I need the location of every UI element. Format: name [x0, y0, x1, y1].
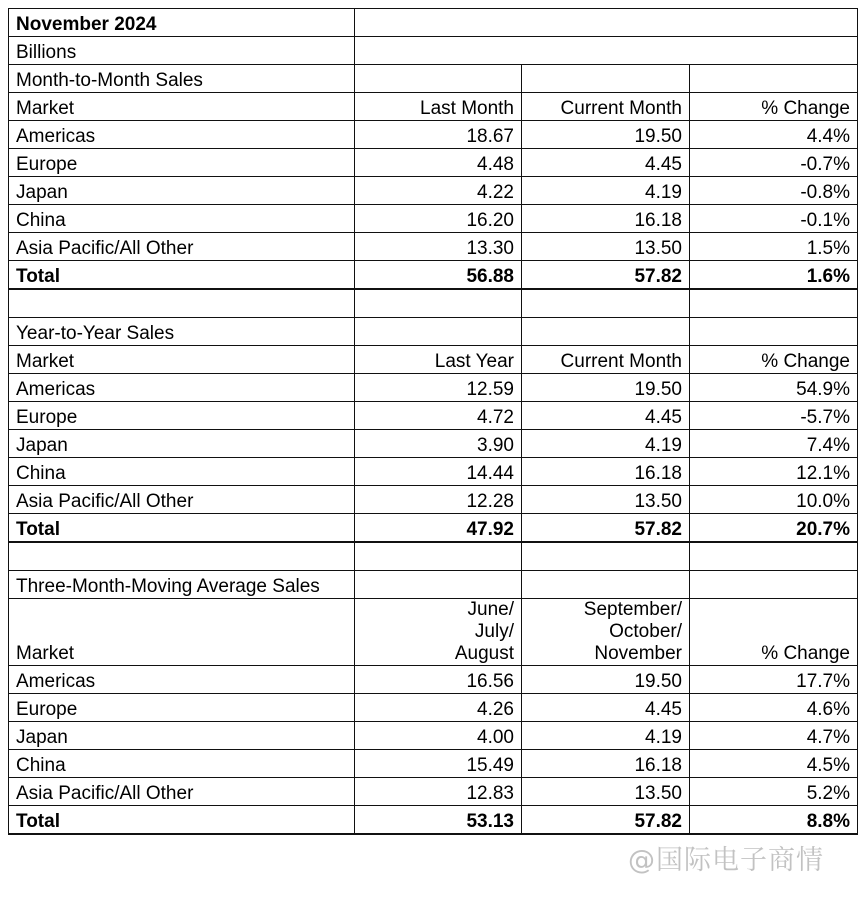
value-cell: 4.45 [522, 402, 690, 430]
report-title: November 2024 [9, 9, 355, 37]
column-header-row [9, 599, 858, 666]
spacer-row [9, 289, 858, 318]
market-cell: Europe [9, 402, 355, 430]
change-cell: 54.9% [690, 374, 858, 402]
total-value: 53.13 [355, 806, 522, 835]
value-cell: 19.50 [522, 121, 690, 149]
empty-cell [355, 37, 858, 65]
section-heading-row [9, 571, 858, 599]
unit-label: Billions [9, 37, 355, 65]
value-cell: 4.26 [355, 694, 522, 722]
value-cell: 4.19 [522, 722, 690, 750]
value-cell: 13.30 [355, 233, 522, 261]
table-row [9, 402, 858, 430]
value-cell: 4.00 [355, 722, 522, 750]
total-change: 1.6% [690, 261, 858, 290]
value-cell: 12.83 [355, 778, 522, 806]
table-row [9, 430, 858, 458]
empty-cell [9, 289, 355, 318]
change-cell: 5.2% [690, 778, 858, 806]
change-cell: -0.7% [690, 149, 858, 177]
value-cell: 4.19 [522, 177, 690, 205]
empty-cell [355, 9, 858, 37]
sales-table [8, 8, 858, 835]
empty-cell [690, 65, 858, 93]
market-cell: Europe [9, 694, 355, 722]
empty-cell [690, 318, 858, 346]
column-header: Last Month [355, 93, 522, 121]
market-cell: Asia Pacific/All Other [9, 486, 355, 514]
value-cell: 13.50 [522, 233, 690, 261]
value-cell: 18.67 [355, 121, 522, 149]
column-header: Last Year [355, 346, 522, 374]
section-heading: Three-Month-Moving Average Sales [9, 571, 355, 599]
column-header: Market [9, 599, 355, 666]
table-row [9, 778, 858, 806]
total-change: 20.7% [690, 514, 858, 543]
empty-cell [690, 542, 858, 571]
table-row [9, 722, 858, 750]
value-cell: 19.50 [522, 374, 690, 402]
value-cell: 16.18 [522, 458, 690, 486]
section-heading-row [9, 318, 858, 346]
column-header-line: July/ [474, 621, 514, 642]
table-row [9, 233, 858, 261]
empty-cell [522, 65, 690, 93]
value-cell: 16.18 [522, 750, 690, 778]
value-cell: 4.48 [355, 149, 522, 177]
total-row [9, 514, 858, 543]
change-cell: -0.1% [690, 205, 858, 233]
unit-row [9, 37, 858, 65]
total-value: 47.92 [355, 514, 522, 543]
change-cell: 17.7% [690, 666, 858, 694]
change-cell: 4.5% [690, 750, 858, 778]
change-cell: 4.4% [690, 121, 858, 149]
table-row [9, 149, 858, 177]
empty-cell [355, 65, 522, 93]
table-row [9, 750, 858, 778]
value-cell: 13.50 [522, 486, 690, 514]
change-cell: 10.0% [690, 486, 858, 514]
value-cell: 4.19 [522, 430, 690, 458]
market-cell: Asia Pacific/All Other [9, 233, 355, 261]
value-cell: 16.20 [355, 205, 522, 233]
market-cell: Japan [9, 177, 355, 205]
market-cell: Asia Pacific/All Other [9, 778, 355, 806]
market-cell: China [9, 750, 355, 778]
total-value: 57.82 [522, 514, 690, 543]
section-heading: Year-to-Year Sales [9, 318, 355, 346]
empty-cell [355, 571, 522, 599]
market-cell: Japan [9, 722, 355, 750]
change-cell: 4.6% [690, 694, 858, 722]
empty-cell [355, 289, 522, 318]
value-cell: 14.44 [355, 458, 522, 486]
title-row [9, 9, 858, 37]
value-cell: 4.22 [355, 177, 522, 205]
total-label: Total [9, 806, 355, 835]
column-header: % Change [690, 346, 858, 374]
table-row [9, 458, 858, 486]
change-cell: 4.7% [690, 722, 858, 750]
empty-cell [522, 571, 690, 599]
column-header [355, 599, 522, 666]
total-change: 8.8% [690, 806, 858, 835]
column-header [522, 599, 690, 666]
value-cell: 12.28 [355, 486, 522, 514]
total-value: 56.88 [355, 261, 522, 290]
empty-cell [355, 318, 522, 346]
value-cell: 19.50 [522, 666, 690, 694]
table-row [9, 205, 858, 233]
value-cell: 16.56 [355, 666, 522, 694]
column-header-line: September/ [583, 599, 682, 620]
change-cell: 12.1% [690, 458, 858, 486]
change-cell: 1.5% [690, 233, 858, 261]
value-cell: 16.18 [522, 205, 690, 233]
market-cell: China [9, 205, 355, 233]
column-header-line: August [454, 643, 514, 664]
market-cell: Americas [9, 374, 355, 402]
column-header: Market [9, 93, 355, 121]
market-cell: Europe [9, 149, 355, 177]
column-header: % Change [690, 93, 858, 121]
value-cell: 4.45 [522, 149, 690, 177]
column-header-row [9, 93, 858, 121]
column-header-line: October/ [609, 621, 682, 642]
column-header: Current Month [522, 93, 690, 121]
market-cell: Americas [9, 121, 355, 149]
empty-cell [522, 542, 690, 571]
value-cell: 4.45 [522, 694, 690, 722]
empty-cell [690, 571, 858, 599]
change-cell: 7.4% [690, 430, 858, 458]
column-header-line: June/ [467, 599, 514, 620]
market-cell: Japan [9, 430, 355, 458]
empty-cell [9, 542, 355, 571]
table-row [9, 177, 858, 205]
empty-cell [355, 542, 522, 571]
column-header-line: November [594, 643, 682, 664]
market-cell: China [9, 458, 355, 486]
value-cell: 13.50 [522, 778, 690, 806]
value-cell: 4.72 [355, 402, 522, 430]
column-header: Current Month [522, 346, 690, 374]
change-cell: -5.7% [690, 402, 858, 430]
empty-cell [690, 289, 858, 318]
table-row [9, 666, 858, 694]
table-row [9, 694, 858, 722]
table-row [9, 374, 858, 402]
market-cell: Americas [9, 666, 355, 694]
column-header: Market [9, 346, 355, 374]
value-cell: 12.59 [355, 374, 522, 402]
total-label: Total [9, 514, 355, 543]
change-cell: -0.8% [690, 177, 858, 205]
section-heading-row [9, 65, 858, 93]
spacer-row [9, 542, 858, 571]
section-heading: Month-to-Month Sales [9, 65, 355, 93]
total-value: 57.82 [522, 806, 690, 835]
empty-cell [522, 289, 690, 318]
table-row [9, 486, 858, 514]
total-row [9, 806, 858, 835]
value-cell: 3.90 [355, 430, 522, 458]
column-header: % Change [690, 599, 858, 666]
table-row [9, 121, 858, 149]
total-label: Total [9, 261, 355, 290]
total-value: 57.82 [522, 261, 690, 290]
watermark: @国际电子商情 [628, 845, 824, 876]
column-header-row [9, 346, 858, 374]
empty-cell [522, 318, 690, 346]
value-cell: 15.49 [355, 750, 522, 778]
total-row [9, 261, 858, 290]
